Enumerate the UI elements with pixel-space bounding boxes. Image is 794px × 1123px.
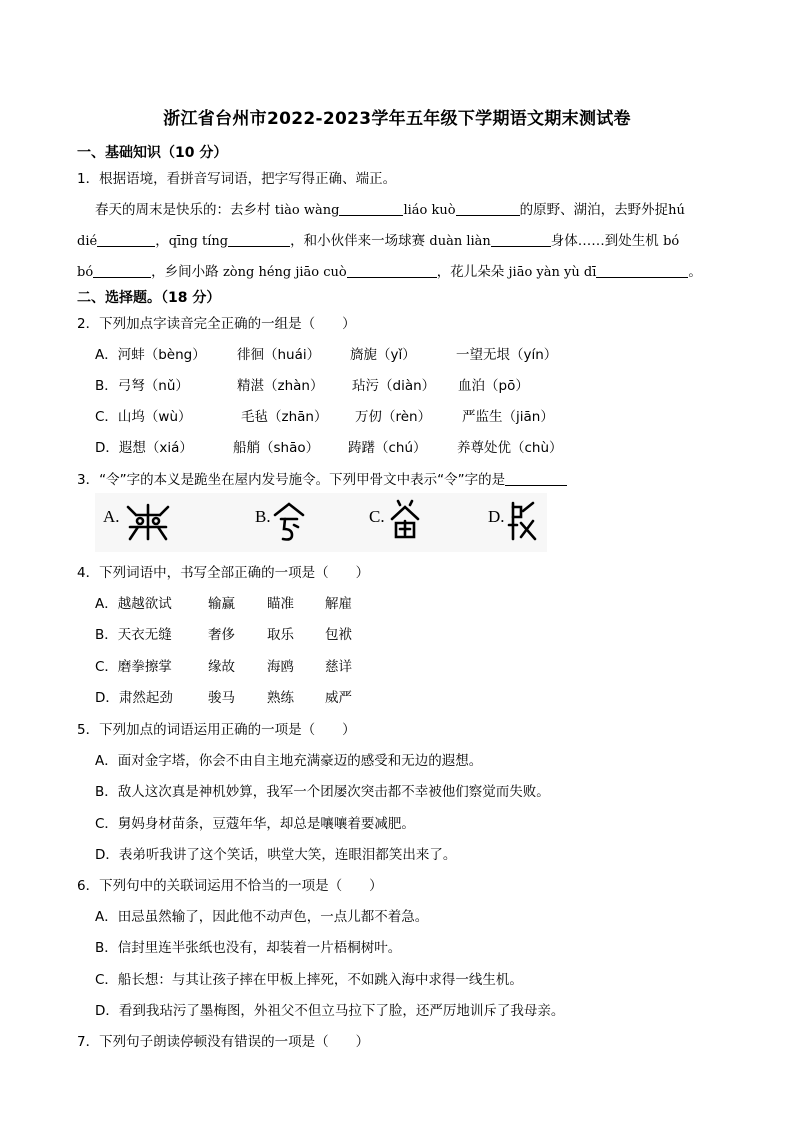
option-word: 缘故 bbox=[208, 659, 235, 675]
option-word: 养尊处优（chù） bbox=[457, 440, 563, 456]
answer-blank[interactable] bbox=[596, 263, 688, 278]
option-word: 踌躇（chú） bbox=[348, 440, 427, 456]
option-c[interactable]: C．舅妈身材苗条，豆蔻年华，却总是嚷嚷着要减肥。 bbox=[95, 816, 415, 832]
option-b[interactable]: B．信封里连半张纸也没有，却装着一片梧桐树叶。 bbox=[95, 940, 402, 956]
option-word: 精湛（zhàn） bbox=[237, 378, 324, 394]
oracle-glyph-d-icon bbox=[505, 499, 539, 543]
option-word: 慈详 bbox=[325, 659, 352, 675]
question-2-stem: 2．下列加点字读音完全正确的一组是（ ） bbox=[77, 316, 356, 332]
option-d[interactable]: D．遐想（xiá） bbox=[95, 440, 193, 456]
option-b-label[interactable]: B. bbox=[255, 507, 271, 526]
answer-blank[interactable] bbox=[491, 232, 551, 247]
section-heading-basic: 一、基础知识（10 分） bbox=[77, 145, 228, 161]
question-3-text: 3．“令”字的本义是跪坐在屋内发号施令。下列甲骨文中表示“令”字的是 bbox=[77, 472, 506, 488]
option-word: 船艄（shāo） bbox=[233, 440, 320, 456]
option-word: 旖旎（yǐ） bbox=[350, 347, 416, 363]
question-1-line-1 bbox=[95, 198, 685, 218]
pinyin-1: tiào wàng bbox=[274, 203, 340, 218]
pinyin-3-cont: dié bbox=[77, 234, 98, 249]
option-a[interactable]: A．越越欲试 bbox=[95, 596, 172, 612]
option-word: 毛毡（zhān） bbox=[241, 409, 328, 425]
option-d[interactable]: D．看到我玷污了墨梅图，外祖父不但立马拉下了脸，还严厉地训斥了我母亲。 bbox=[95, 1003, 565, 1019]
answer-blank[interactable] bbox=[456, 201, 520, 216]
option-word: 严监生（jiān） bbox=[462, 409, 554, 425]
option-a-label[interactable]: A. bbox=[103, 507, 120, 526]
pinyin-5: duàn liàn bbox=[429, 234, 491, 249]
option-word: 血泊（pō） bbox=[458, 378, 529, 394]
option-b[interactable]: B．天衣无缝 bbox=[95, 627, 172, 643]
option-c[interactable]: C．磨拳擦掌 bbox=[95, 659, 172, 675]
question-1-line-3 bbox=[77, 260, 702, 280]
q1-text: ，乡间小路 bbox=[151, 264, 223, 280]
page-title: 浙江省台州市2022-2023学年五年级下学期语文期末测试卷 bbox=[163, 109, 631, 129]
answer-blank[interactable] bbox=[505, 471, 567, 486]
answer-blank[interactable] bbox=[228, 232, 290, 247]
option-word: 解雇 bbox=[325, 596, 352, 612]
option-word: 包袱 bbox=[325, 627, 352, 643]
pinyin-6-cont: bó bbox=[77, 265, 94, 280]
answer-blank[interactable] bbox=[97, 232, 155, 247]
option-word: 徘徊（huái） bbox=[237, 347, 321, 363]
option-a[interactable]: A．面对金字塔，你会不由自主地充满豪迈的感受和无边的遐想。 bbox=[95, 753, 483, 769]
option-word: 熟练 bbox=[267, 690, 294, 706]
question-1-stem: 1．根据语境，看拼音写词语，把字写得正确、端正。 bbox=[77, 171, 397, 187]
q1-text: ，花儿朵朵 bbox=[436, 264, 509, 280]
oracle-glyph-a-icon bbox=[124, 499, 172, 543]
question-7-stem: 7．下列句子朗读停顿没有错误的一项是（ ） bbox=[77, 1034, 370, 1050]
section-heading-choice: 二、选择题。（18 分） bbox=[77, 290, 221, 306]
q1-end: 。 bbox=[688, 264, 702, 280]
question-3-stem bbox=[77, 468, 567, 488]
question-6-stem: 6．下列句中的关联词运用不恰当的一项是（ ） bbox=[77, 878, 383, 894]
option-word: 万仞（rèn） bbox=[355, 409, 432, 425]
pinyin-7: zòng héng jiāo cuò bbox=[222, 265, 347, 280]
q1-text: ，和小伙伴来一场球赛 bbox=[290, 233, 430, 249]
q1-text: 春天的周末是快乐的：去乡村 bbox=[95, 202, 275, 218]
answer-blank[interactable] bbox=[347, 263, 437, 278]
q1-text: 身体……到处生机 bbox=[550, 233, 664, 249]
option-a[interactable]: A．河蚌（bèng） bbox=[95, 347, 206, 363]
option-word: 输赢 bbox=[208, 596, 235, 612]
option-c[interactable]: C．船长想：与其让孩子摔在甲板上摔死，不如跳入海中求得一线生机。 bbox=[95, 972, 523, 988]
option-word: 瞄准 bbox=[267, 596, 294, 612]
option-d[interactable]: D．表弟听我讲了这个笑话，哄堂大笑，连眼泪都笑出来了。 bbox=[95, 847, 457, 863]
option-word: 玷污（diàn） bbox=[352, 378, 436, 394]
option-word: 奢侈 bbox=[208, 627, 235, 643]
option-word: 一望无垠（yín） bbox=[456, 347, 558, 363]
pinyin-6: bó bbox=[663, 234, 680, 249]
q1-text: 的原野、湖泊，去野外捉 bbox=[519, 202, 669, 218]
option-word: 骏马 bbox=[208, 690, 235, 706]
oracle-glyph-c-icon bbox=[388, 499, 422, 543]
option-word: 威严 bbox=[325, 690, 352, 706]
option-word: 取乐 bbox=[267, 627, 294, 643]
pinyin-2: liáo kuò bbox=[403, 203, 456, 218]
question-1-line-2: dié ，qīng tíng ，和小伙伴来一场球赛 duàn liàn 身体……到处生机 bó bbox=[77, 233, 680, 249]
option-c-label[interactable]: C. bbox=[369, 507, 385, 526]
option-b[interactable]: B．弓弩（nǔ） bbox=[95, 378, 189, 394]
oracle-glyph-b-icon bbox=[272, 499, 306, 543]
option-b[interactable]: B．敌人这次真是神机妙算，我军一个团屡次突击都不幸被他们察觉而失败。 bbox=[95, 784, 550, 800]
option-a[interactable]: A．田忌虽然输了，因此他不动声色，一点儿都不着急。 bbox=[95, 909, 429, 925]
answer-blank[interactable] bbox=[93, 263, 151, 278]
pinyin-8: jiāo yàn yù dī bbox=[508, 265, 597, 280]
option-word: 海鸥 bbox=[267, 659, 294, 675]
option-c[interactable]: C．山坞（wù） bbox=[95, 409, 192, 425]
option-d[interactable]: D．肃然起劲 bbox=[95, 690, 173, 706]
question-5-stem: 5．下列加点的词语运用正确的一项是（ ） bbox=[77, 722, 356, 738]
option-d-label[interactable]: D. bbox=[488, 507, 505, 526]
pinyin-3: hú bbox=[668, 203, 685, 218]
pinyin-4: qīng tíng bbox=[168, 234, 229, 249]
question-4-stem: 4．下列词语中，书写全部正确的一项是（ ） bbox=[77, 565, 370, 581]
answer-blank[interactable] bbox=[339, 201, 403, 216]
